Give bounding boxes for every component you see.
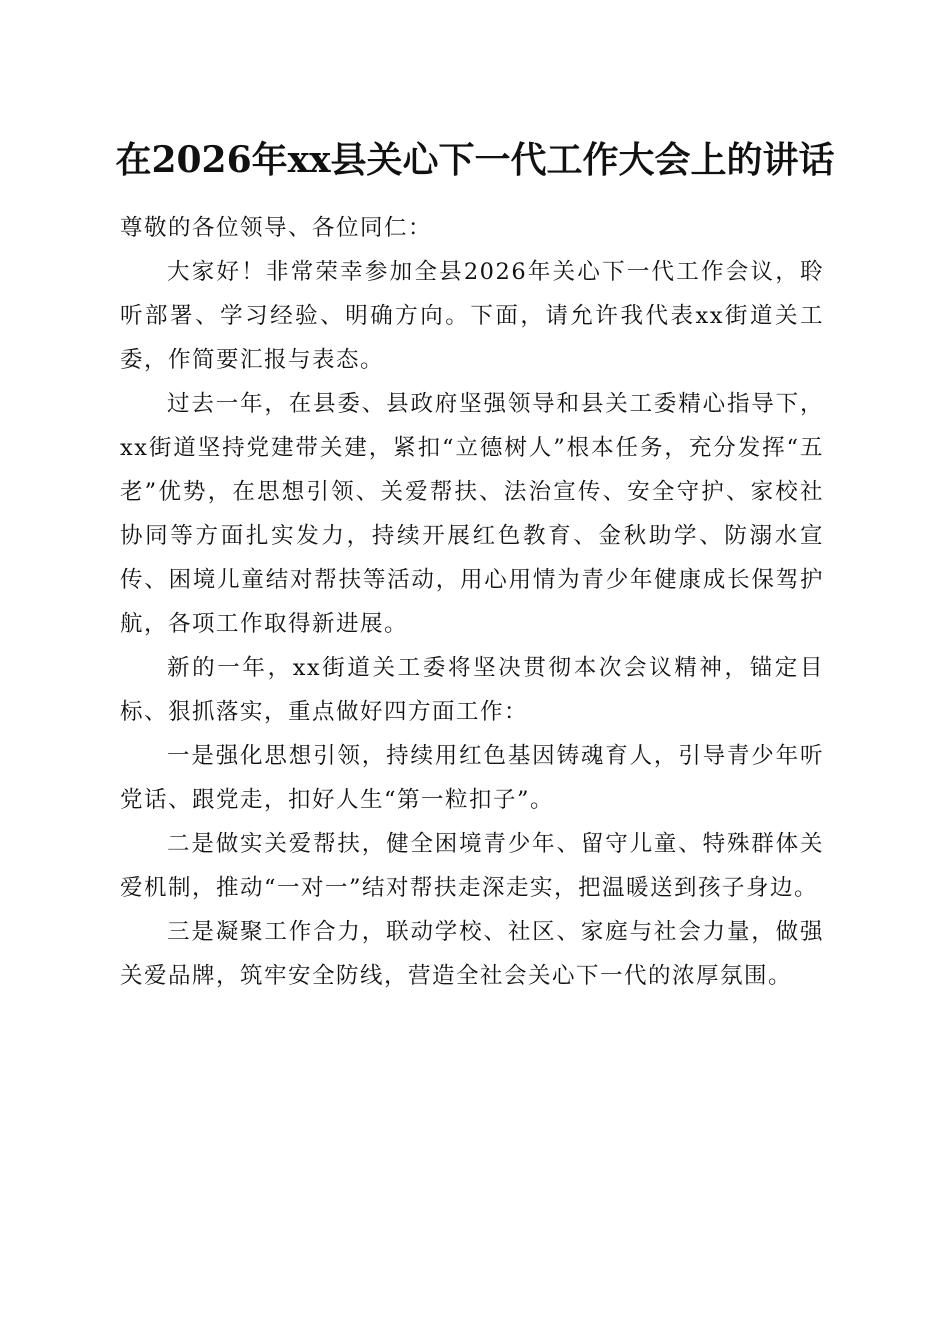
paragraph-task-two: 二是做实关爱帮扶，健全困境青少年、留守儿童、特殊群体关爱机制，推动“一对一”结对帮扶走深走实，把温暖送到孩子身边。 [120,831,824,901]
paragraph-greeting: 大家好！非常荣幸参加全县2026年关心下一代工作会议，聆听部署、学习经验、明确方向。下面，请允许我代表xx街道关工委，作简要汇报与表态。 [120,259,824,373]
salutation: 尊敬的各位领导、各位同仁： [120,215,433,241]
paragraph-task-one: 一是强化思想引领，持续用红色基因铸魂育人，引导青少年听党话、跟党走，扣好人生“第一粒扣子”。 [120,743,824,813]
paragraph-task-three: 三是凝聚工作合力，联动学校、社区、家庭与社会力量，做强关爱品牌，筑牢安全防线，营造全社会关心下一代的浓厚氛围。 [120,919,824,989]
paragraph-outlook: 新的一年，xx街道关工委将坚决贯彻本次会议精神，锚定目标、狠抓落实，重点做好四方面工作： [120,655,824,725]
document-body [120,206,824,998]
paragraph-review: 过去一年，在县委、县政府坚强领导和县关工委精心指导下，xx街道坚持党建带关建，紧扣“立德树人”根本任务，充分发挥“五老”优势，在思想引领、关爱帮扶、法治宣传、安全守护、家校社协同等方面扎实发力，持续开展红色教育、金秋助学、防溺水宣传、困境儿童结对帮扶等活动，用心用情为青少年健康成长保驾护航，各项工作取得新进展。 [120,391,824,637]
document-title: 在2026年xx县关心下一代工作大会上的讲话 [115,139,835,181]
